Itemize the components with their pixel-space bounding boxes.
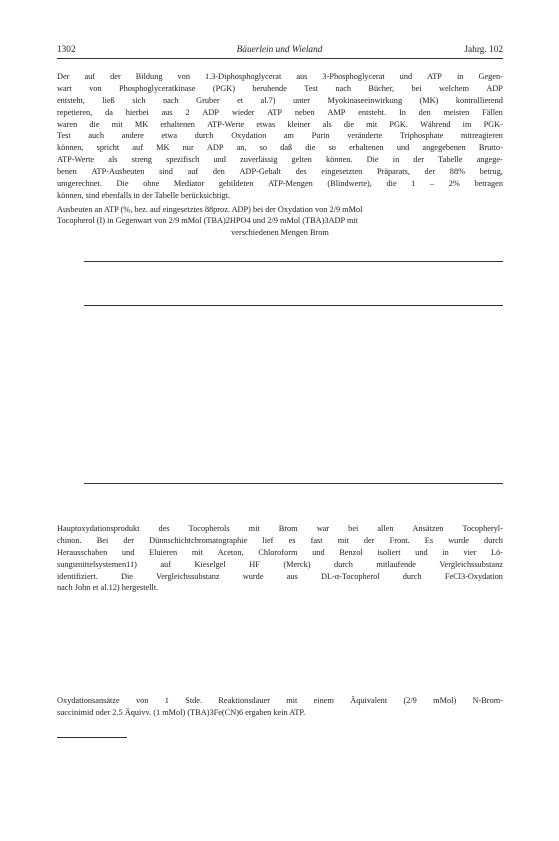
footnote-rule (57, 737, 127, 738)
text-line: umgerechnet. Die ohne Mediator gebildeten ATP-Mengen (Blindwerte), die 1 – 2% betragen (57, 179, 503, 189)
table-top-rule (84, 261, 503, 262)
text-line: wart von Phosphoglyceratkinase (PGK) beruhende Test nach Bücher, bei welchem ADP (57, 83, 503, 93)
text-line: Test auch andere etwa durch Oxydation am Purin veränderte Triphosphate mitreagieren (57, 131, 503, 141)
paragraph-oxidation-setups (57, 695, 503, 719)
text-line: können, sind ebenfalls in der Tabelle berücksichtigt. (57, 190, 230, 200)
table-caption (57, 204, 503, 238)
running-title: Bäuerlein und Wieland (236, 45, 323, 55)
caption-line: Ausbeuten an ATP (%, bez. auf eingesetztes 88proz. ADP) bei der Oxydation von 2/9 mMol (57, 205, 363, 214)
text-line: entsteht, ließ sich nach Gruber et al.7) unter Myokinaseeinwirkung (MK) kontrollierend (57, 95, 503, 105)
text-line: sungsmittelsystemen11) auf Kieselgel HF (Merck) durch mitlaufende Vergleichssubstanz (57, 559, 503, 569)
header-rule (57, 58, 503, 59)
text-line: succinimid oder 2.5 Äquivv. (1 mMol) (TBA)3Fe(CN)6 ergaben kein ATP. (57, 707, 306, 717)
text-line: repetieren, da hierbei aus 2 ADP wieder ATP neben AMP entsteht. In den meisten Fällen (57, 107, 503, 117)
journal-year: Jahrg. 102 (464, 45, 503, 55)
text-line: waren die mit MK erhaltenen ATP-Werte etwas kleiner als die mit PGK. Während im PGK- (57, 119, 503, 129)
text-line: Oxydationsansätze von 1 Stde. Reaktionsdauer mit einem Äquivalent (2/9 mMol) N-Brom- (57, 696, 503, 705)
caption-line: verschiedenen Mengen Brom (231, 227, 329, 237)
text-line: nach John et al.12) hergestellt. (57, 583, 159, 593)
text-line: Hauptoxydationsprodukt des Tocopherols mit Brom war bei allen Ansätzen Tocopheryl- (57, 524, 503, 533)
paragraph-oxidation-product (57, 523, 503, 594)
page-number: 1302 (57, 45, 76, 55)
paragraph-atp-test (57, 71, 503, 202)
caption-line: Tocopherol (I) in Gegenwart von 2/9 mMol (TBA)2HPO4 und 2/9 mMol (TBA)3ADP mit (57, 216, 358, 226)
text-line: Herausschaben und Eluieren mit Aceton, Chloroform und Benzol isoliert und in vier Lö- (57, 547, 503, 557)
table-mid-rule (84, 305, 503, 306)
text-line: können, spricht auf MK nur ADP an, so daß die so erhaltenen und angegebenen Brutto- (57, 143, 503, 153)
text-line: Der auf der Bildung von 1.3-Diphosphoglycerat aus 3-Phosphoglycerat und ATP in Gegen- (57, 72, 503, 81)
text-line: chinon. Bei der Dünnschichtchromatographie lief es fast mit der Front. Es wurde durch (57, 535, 503, 545)
text-line: ATP-Werte als streng spezifisch und zuverlässig gelten können. Die in der Tabelle angege- (57, 155, 503, 165)
text-line: benen ATP-Ausbeuten sind auf den ADP-Gehalt des eingesetzten Präparats, der 88% betrug, (57, 167, 503, 177)
text-line: identifiziert. Die Vergleichssubstanz wurde aus DL-α-Tocopherol durch FeCl3-Oxydation (57, 571, 503, 581)
table-bottom-rule (84, 483, 503, 484)
